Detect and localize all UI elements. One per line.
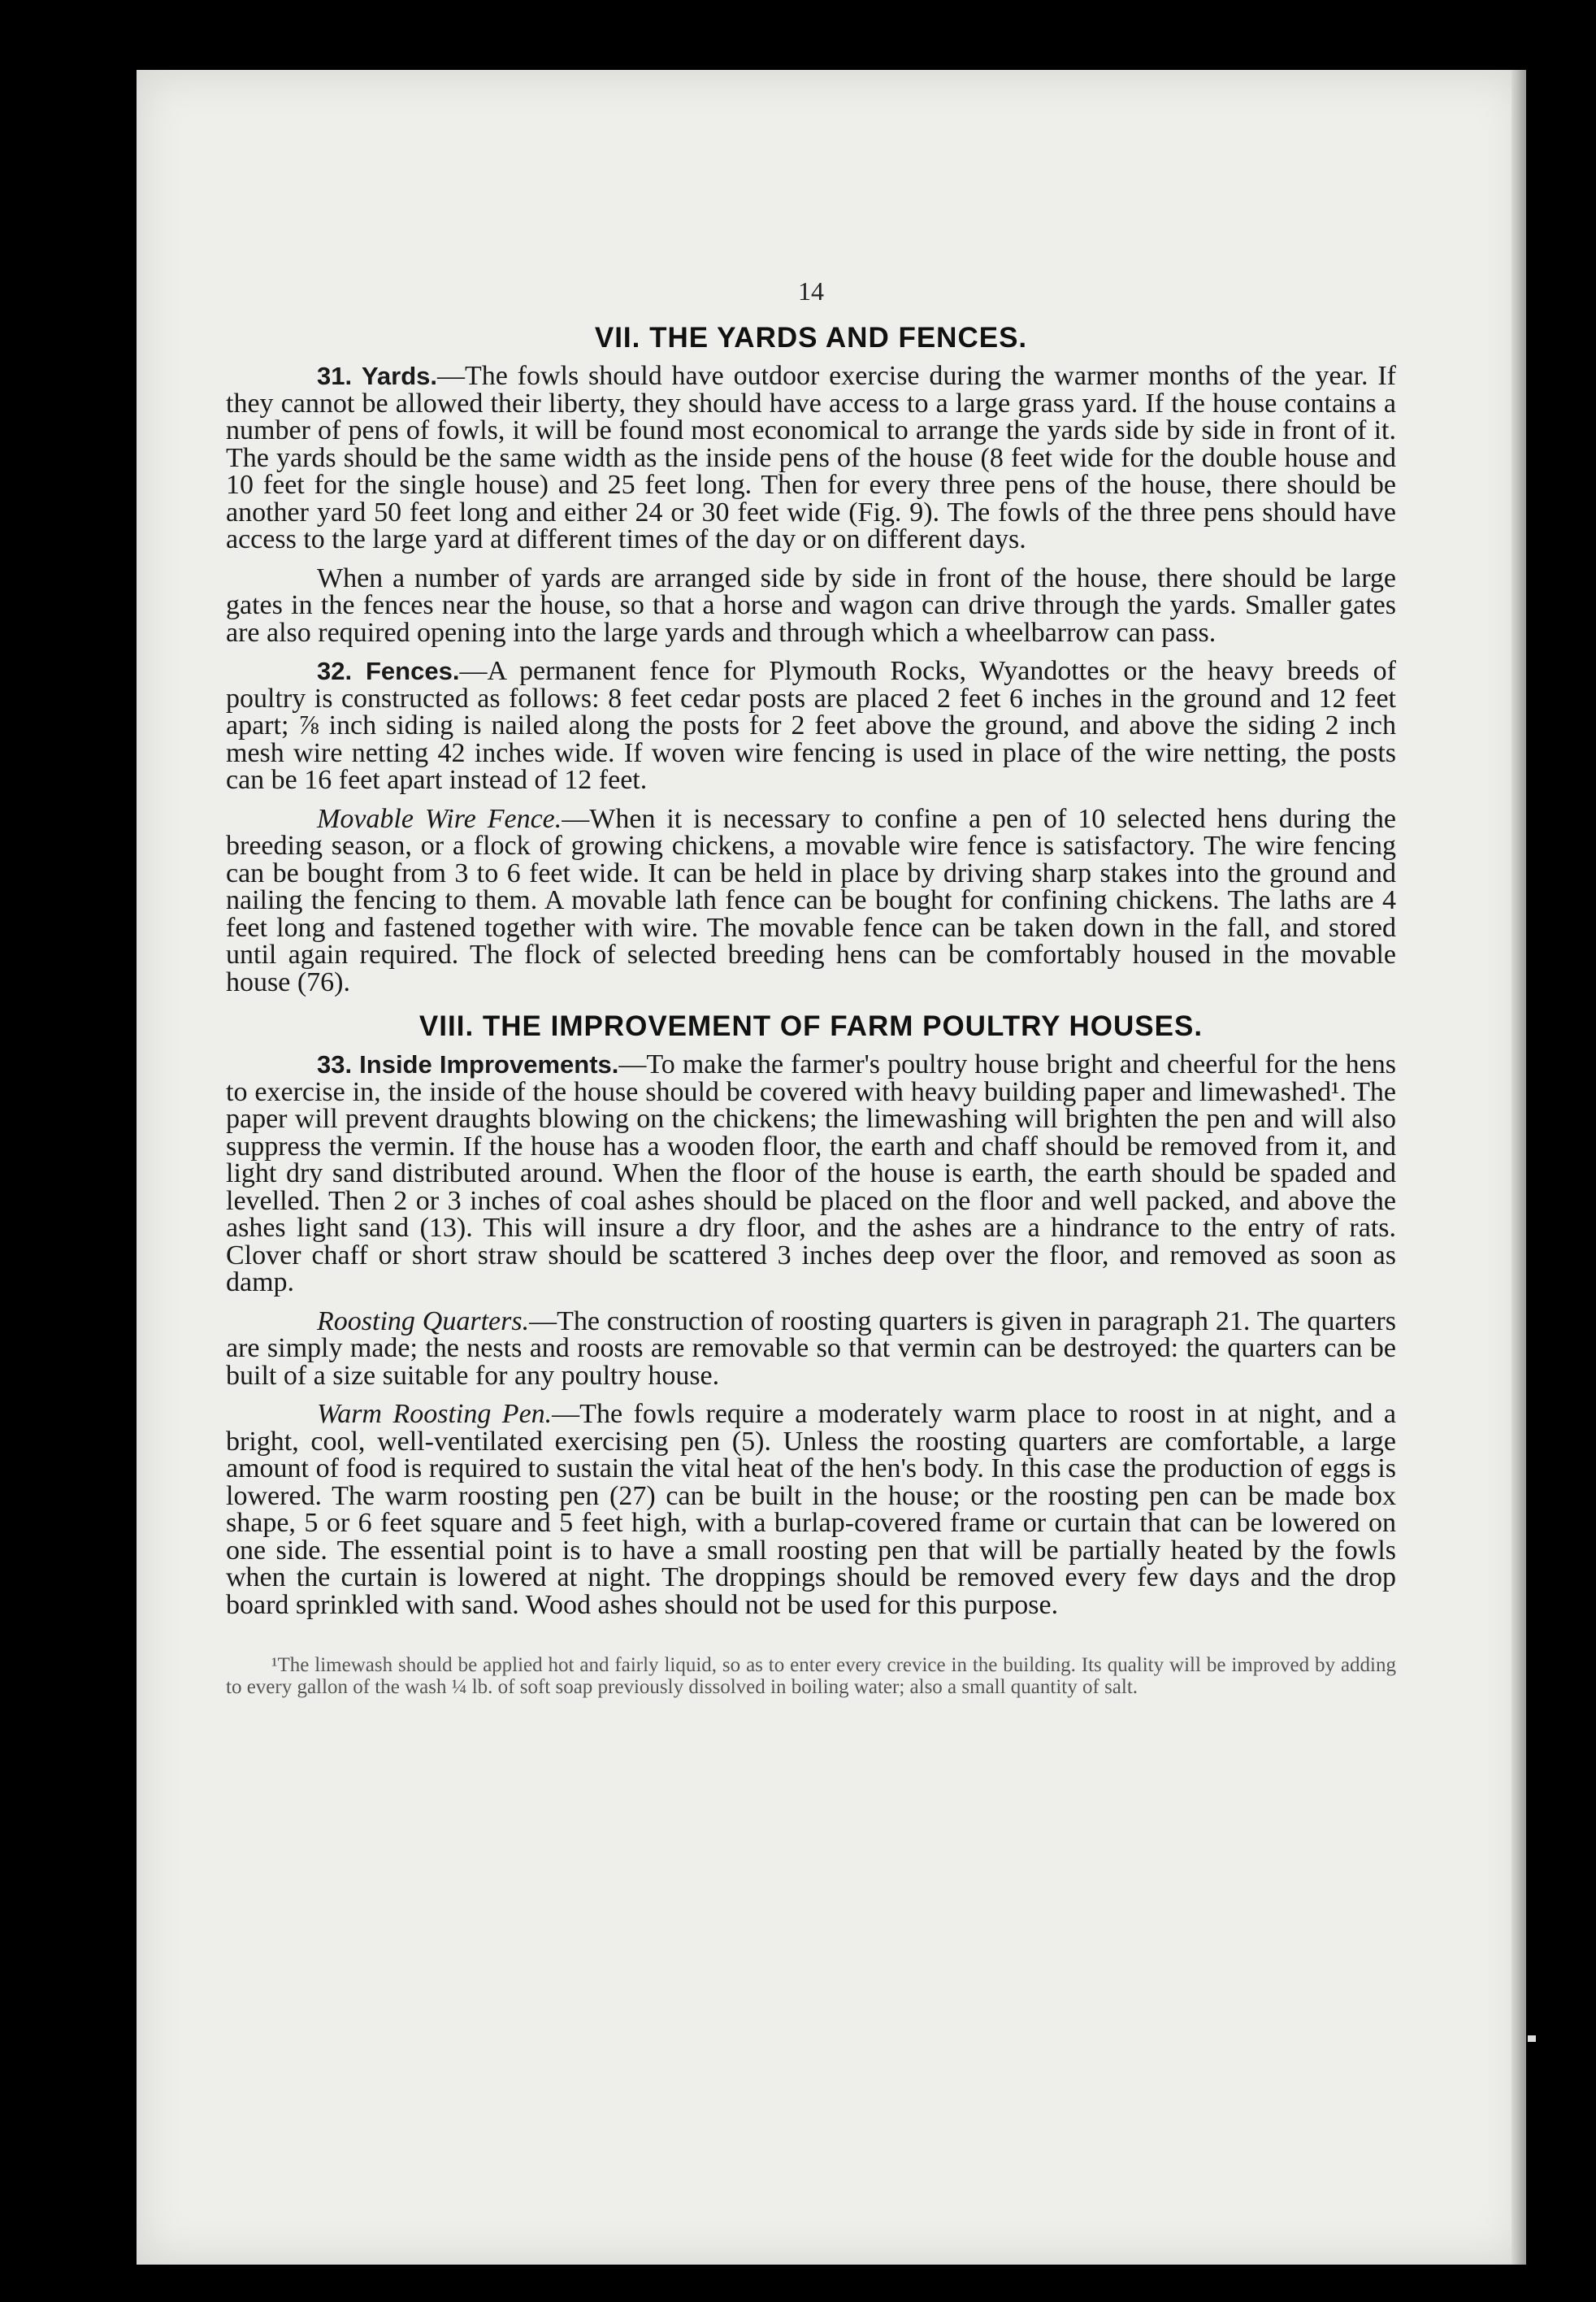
document-page [137,70,1526,2265]
paragraph-text: —When it is necessary to confine a pen of 10 selected hens during the breeding season, or a flock of growing chickens, a movable wire fence is satisfactory. The wire fencing can be bought from 3 to 6 feet wide. It can be held in place by driving sharp stakes into the ground and nailing the fencing to them. A movable lath fence can be bought for confining chickens. The laths are 4 feet long and fastened together with wire. The movable fence can be taken down in the fall, and stored until again required. The flock of selected breeding hens can be comfortably housed in the movable house (76). [226,803,1396,997]
paragraph-text: —A permanent fence for Plymouth Rocks, Wyandottes or the heavy breeds of poultry is constructed as follows: 8 feet cedar posts are placed 2 feet 6 inches in the ground and 12 feet apart; ⅞ inch siding is nailed along the posts for 2 feet above the ground, and above the siding 2 inch mesh wire netting 42 inches wide. If woven wire fencing is used in place of the wire netting, the posts can be 16 feet apart instead of 12 feet. [226,656,1396,795]
paragraph-31-gates: When a number of yards are arranged side by side in front of the house, there should be large gates in the fences near the house, so that a horse and wagon can drive through the yards. Smaller gates are also required opening into the large yards and through which a wheelbarrow can pass. [226,562,1396,648]
paragraph-31-yards [226,363,1396,554]
paragraph-warm-roosting-pen [226,1401,1396,1618]
paragraph-text: —To make the farmer's poultry house bright and cheerful for the hens to exercise in, the inside of the house should be covered with heavy building paper and limewashed¹. The paper will prevent draughts blowing on the chickens; the limewashing will brighten the pen and will also suppress the vermin. If the house has a wooden floor, the earth and chaff should be removed from it, and light dry sand distributed around. When the floor of the house is earth, the earth should be spaded and levelled. Then 2 or 3 inches of coal ashes should be placed on the floor and well packed, and above the ashes light sand (13). This will insure a dry floor, and the ashes are a hindrance to the entry of rats. Clover chaff or short straw should be scattered 3 inches deep over the floor, and removed as soon as damp. [226,1049,1396,1297]
paragraph-number: 31. [317,362,353,390]
paragraph-lead-italic: Roosting Quarters. [317,1305,530,1336]
paragraph-32-fences [226,658,1396,794]
paragraph-text: —The fowls require a moderately warm place to roost in at night, and a bright, cool, well-ventilated exercising pen (5). Unless the roosting quarters are comfortable, a large amount of food is required to sustain the vital heat of the hen's body. In this case the production of eggs is lowered. The warm roosting pen (27) can be built in the house; or the roosting pen can be made box shape, 5 or 6 feet square and 5 feet high, with a burlap-covered frame or curtain that can be lowered on one side. The essential point is to have a small roosting pen that will be partially heated by the fowls when the curtain is lowered at night. The droppings should be removed every few days and the drop board sprinkled with sand. Wood ashes should not be used for this purpose. [226,1399,1396,1620]
margin-mark [1528,2035,1536,2042]
paragraph-text: —The fowls should have outdoor exercise during the warmer months of the year. If they cannot be allowed their liberty, they should have access to a large grass yard. If the house contains a number of pens of fowls, it will be found most economical to arrange the yards side by side in front of it. The yards should be the same width as the inside pens of the house (8 feet wide for the double house and 10 feet for the single house) and 25 feet long. Then for every three pens of the house, there should be another yard 50 feet long and either 24 or 30 feet wide (Fig. 9). The fowls of the three pens should have access to the large yard at different times of the day or on different days. [226,361,1396,554]
paragraph-lead-italic: Warm Roosting Pen. [317,1399,553,1429]
page-content [226,208,1396,1698]
section-heading-improvement: VIII. THE IMPROVEMENT OF FARM POULTRY HOUSES. [419,1010,1204,1042]
page-edge-shadow [1511,70,1526,2265]
paragraph-roosting-quarters [226,1305,1396,1391]
paragraph-lead: Yards. [361,362,437,390]
paragraph-text: —The construction of roosting quarters is given in paragraph 21. The quarters are simply made; the nests and roosts are removable so that vermin can be destroyed: the quarters can be built of a size suitable for any poultry house. [226,1305,1396,1391]
paragraph-movable-wire-fence [226,803,1396,997]
paragraph-lead: Fences. [365,657,460,685]
paragraph-lead-italic: Movable Wire Fence. [317,803,562,834]
section-heading-yards-fences: VII. THE YARDS AND FENCES. [594,322,1028,354]
paragraph-lead: Inside Improvements. [359,1050,619,1079]
paragraph-number: 32. [317,657,353,685]
paragraph-number: 33. [317,1050,353,1079]
footnote: ¹The limewash should be applied hot and fairly liquid, so as to enter every crevice in the building. Its quality will be improved by adding to every gallon of the wash ¼ lb. of soft soap previously dissolved in boiling water; also a small quantity of salt. [226,1654,1396,1698]
page-number: 14 [798,276,824,306]
paragraph-33-inside-improvements [226,1051,1396,1297]
